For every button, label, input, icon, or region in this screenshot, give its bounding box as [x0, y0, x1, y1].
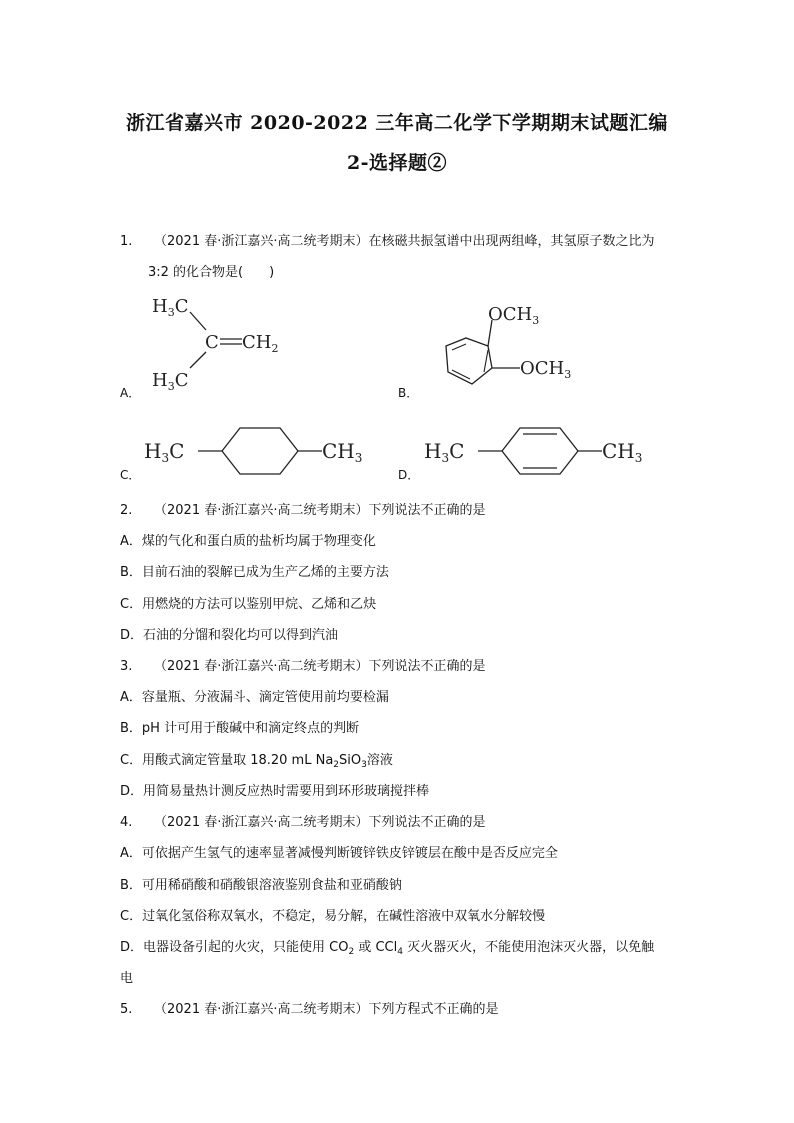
question-2-option-c: C．用燃烧的方法可以鉴别甲烷、乙烯和乙炔: [120, 597, 377, 612]
question-2-option-b: B．目前石油的裂解已成为生产乙烯的主要方法: [120, 565, 389, 580]
option-b-structure: [422, 300, 592, 399]
option-a-structure: [150, 292, 290, 396]
question-source: （2021 春·浙江嘉兴·高二统考期末）: [154, 815, 369, 830]
question-3-option-b: B．pH 计可用于酸碱中和滴定终点的判断: [120, 721, 360, 736]
question-number: 5.: [120, 1002, 133, 1017]
question-source: （2021 春·浙江嘉兴·高二统考期末）: [154, 1002, 369, 1017]
option-a-label: A．: [120, 386, 141, 400]
question-number: 3.: [120, 659, 133, 674]
question-number: 1.: [120, 234, 133, 249]
question-stem: 在核磁共振氢谱中出现两组峰，其氢原子数之比为: [368, 234, 655, 249]
option-c-label: C．: [120, 468, 141, 482]
question-source: （2021 春·浙江嘉兴·高二统考期末）: [154, 234, 369, 249]
question-2-option-d: D．石油的分馏和裂化均可以得到汽油: [120, 628, 339, 643]
option-d-label: D．: [398, 468, 420, 482]
svg-text:OCH3: $OCH_3$: [520, 358, 572, 381]
question-stem: 下列说法不正确的是: [368, 815, 486, 830]
option-d-structure: [424, 420, 664, 484]
question-4-option-c: C．过氧化氢俗称双氧水，不稳定，易分解，在碱性溶液中双氧水分解较慢: [120, 909, 546, 924]
question-3-option-c: C．用酸式滴定管量取 18.20 mL $Na_2SiO_3$溶液: [120, 753, 393, 770]
svg-text:CH3: $CH_3$: [322, 439, 363, 465]
question-4-option-d-continued: 电: [120, 971, 134, 986]
question-1-header: [120, 230, 655, 249]
svg-text:H3C: $H_3C$: [152, 370, 189, 393]
svg-text:CH3: $CH_3$: [602, 439, 643, 465]
svg-text:H3C: $H_3C$: [152, 296, 189, 319]
document-title-line1: 浙江省嘉兴市 2020-2022 三年高二化学下学期期末试题汇编: [126, 112, 668, 134]
question-source: （2021 春·浙江嘉兴·高二统考期末）: [154, 503, 369, 518]
question-4-header: [120, 811, 486, 830]
question-2-header: [120, 499, 486, 518]
question-3-option-d: D．用简易量热计测反应热时需要用到环形玻璃搅拌棒: [120, 784, 430, 799]
question-stem: 下列说法不正确的是: [368, 503, 486, 518]
svg-text:OCH3: $OCH_3$: [488, 304, 540, 327]
option-b-label: B．: [398, 386, 419, 400]
question-number: 2.: [120, 503, 133, 518]
option-c-structure: [144, 420, 384, 484]
question-4-option-d: D．电器设备引起的火灾，只能使用 $CO_2$ 或 CCl$_4$ 灭火器灭火，不能使用泡沫灭火器，以免触: [120, 940, 655, 957]
question-2-option-a: A．煤的气化和蛋白质的盐析均属于物理变化: [120, 534, 376, 549]
question-stem: 下列说法不正确的是: [368, 659, 486, 674]
svg-text:H3C: $H_3C$: [424, 439, 465, 465]
question-1-stem-continued: 3:2 的化合物是( ): [148, 265, 275, 280]
question-4-option-b: B．可用稀硝酸和硝酸银溶液鉴别食盐和亚硝酸钠: [120, 878, 402, 893]
question-4-option-a: A．可依据产生氢气的速率显著减慢判断镀锌铁皮锌镀层在酸中是否反应完全: [120, 846, 558, 861]
question-number: 4.: [120, 815, 133, 830]
question-3-header: [120, 655, 486, 674]
svg-text:C: C: [205, 332, 219, 353]
question-stem: 下列方程式不正确的是: [368, 1002, 499, 1017]
document-title-line2: 2-选择题②: [346, 152, 448, 174]
svg-text:H3C: $H_3C$: [144, 439, 185, 465]
question-5-header: [120, 998, 499, 1017]
question-3-option-a: A．容量瓶、分液漏斗、滴定管使用前均要检漏: [120, 690, 389, 705]
svg-text:CH2: $CH_2$: [242, 332, 279, 355]
question-source: （2021 春·浙江嘉兴·高二统考期末）: [154, 659, 369, 674]
